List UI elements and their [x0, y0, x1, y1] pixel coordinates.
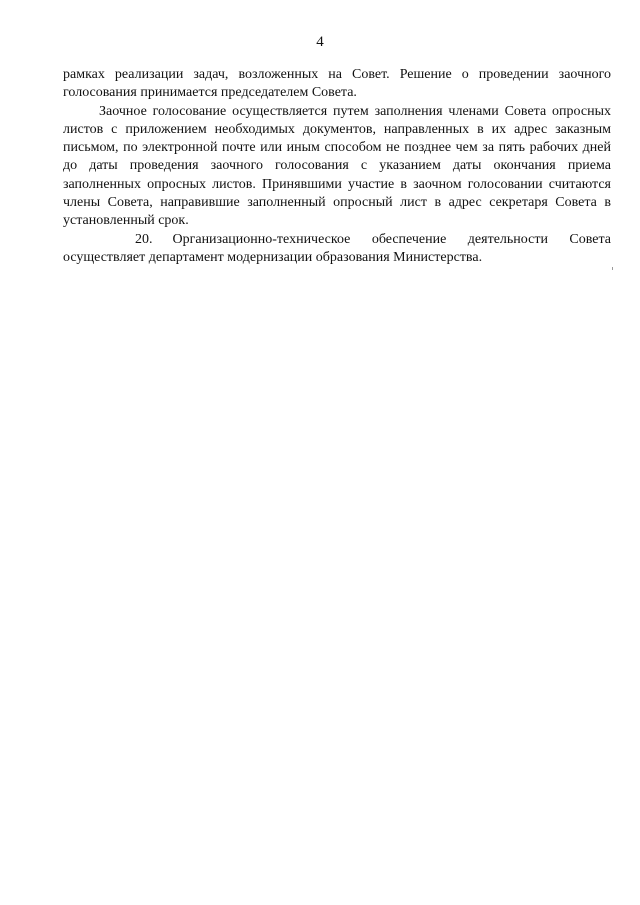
item-number: 20.	[135, 231, 153, 247]
item-text: Организационно-техническое обеспечение деятельности Совета осуществляет департамент модернизации образования Министерства.	[63, 231, 611, 265]
scan-speck	[612, 267, 613, 270]
document-body	[63, 66, 611, 267]
page-number: 4	[316, 34, 324, 50]
paragraph-absentee-voting: Заочное голосование осуществляется путем заполнения членами Совета опросных листов с приложением необходимых документов, направленных в их адрес заказным письмом, по электронной почте или иным способом не позднее чем за пять рабочих дней до даты проведения заочного голосования с указанием даты окончания приема заполненных опросных листов. Принявшими участие в заочном голосовании считаются члены Совета, направившие заполненный опросный лист в адрес секретаря Совета в установленный срок.	[63, 103, 611, 229]
paragraph-item-20	[63, 231, 611, 268]
paragraph-continuation: рамках реализации задач, возложенных на Совет. Решение о проведении заочного голосования принимается председателем Совета.	[63, 67, 611, 101]
